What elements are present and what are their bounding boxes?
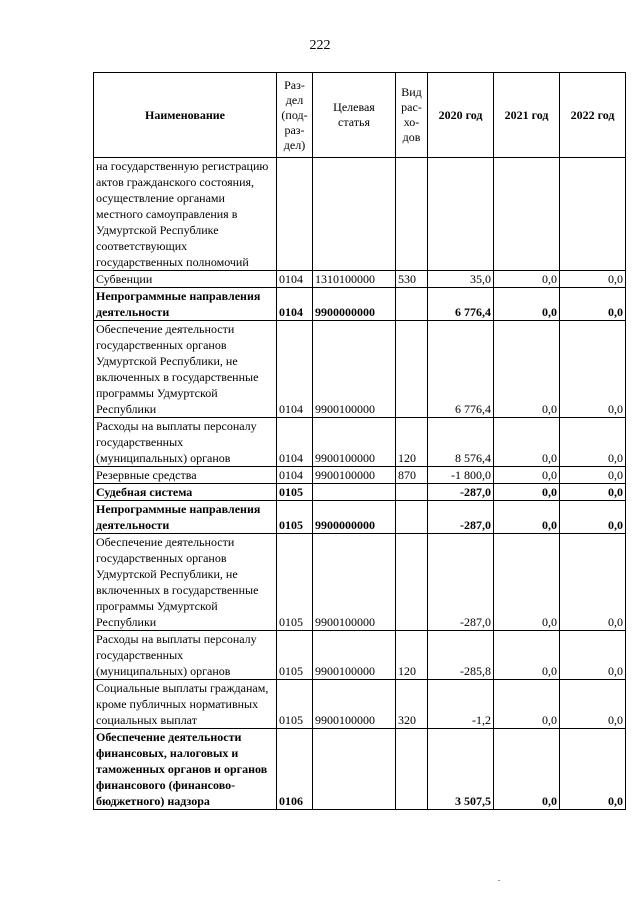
row-2021-cell (494, 158, 560, 271)
row-2020-cell: -1,2 (428, 680, 494, 729)
row-2020-cell: -285,8 (428, 631, 494, 680)
row-vid-cell (396, 484, 428, 501)
row-vid-cell: 120 (396, 418, 428, 467)
row-name-cell: Обеспечение деятельности финансовых, налоговых и таможенных органов и органов финансового (финансово-бюджетного) надзора (94, 729, 277, 810)
table-row (94, 158, 626, 271)
row-2020-cell: 3 507,5 (428, 729, 494, 810)
row-code-cell: 0104 (277, 271, 313, 288)
row-name-cell: Расходы на выплаты персоналу государственных (муниципальных) органов (94, 631, 277, 680)
table-row (94, 418, 626, 467)
row-vid-cell: 120 (396, 631, 428, 680)
row-code-cell: 0104 (277, 321, 313, 418)
header-2022: 2022 год (560, 73, 626, 158)
row-2022-cell (560, 158, 626, 271)
row-vid-cell: 870 (396, 467, 428, 484)
row-name-cell: Расходы на выплаты персоналу государственных (муниципальных) органов (94, 418, 277, 467)
row-2021-cell: 0,0 (494, 631, 560, 680)
row-2022-cell: 0,0 (560, 501, 626, 534)
row-code-cell: 0104 (277, 288, 313, 321)
row-2022-cell: 0,0 (560, 418, 626, 467)
row-2020-cell: 6 776,4 (428, 288, 494, 321)
table-row (94, 534, 626, 631)
row-vid-cell: 530 (396, 271, 428, 288)
row-2020-cell: -287,0 (428, 534, 494, 631)
row-2020-cell: -287,0 (428, 501, 494, 534)
row-code-cell (277, 158, 313, 271)
row-2022-cell: 0,0 (560, 534, 626, 631)
table-row (94, 484, 626, 501)
row-vid-cell (396, 158, 428, 271)
header-target: Целевая статья (313, 73, 396, 158)
row-2020-cell: 6 776,4 (428, 321, 494, 418)
table-row (94, 321, 626, 418)
table-row (94, 271, 626, 288)
row-code-cell: 0104 (277, 467, 313, 484)
row-target-cell: 9900100000 (313, 534, 396, 631)
row-code-cell: 0105 (277, 501, 313, 534)
row-name-cell: Обеспечение деятельности государственных органов Удмуртской Республики, не включенных в государственные программы Удмуртской Республики (94, 321, 277, 418)
table-header-row (94, 73, 626, 158)
row-2020-cell: -287,0 (428, 484, 494, 501)
row-2022-cell: 0,0 (560, 680, 626, 729)
row-code-cell: 0105 (277, 484, 313, 501)
table-row (94, 467, 626, 484)
row-2021-cell: 0,0 (494, 271, 560, 288)
row-target-cell: 9900100000 (313, 321, 396, 418)
row-target-cell: 9900100000 (313, 418, 396, 467)
row-2022-cell: 0,0 (560, 729, 626, 810)
table-row (94, 729, 626, 810)
row-2022-cell: 0,0 (560, 631, 626, 680)
row-2022-cell: 0,0 (560, 484, 626, 501)
page-number: 222 (309, 38, 331, 53)
row-code-cell: 0104 (277, 418, 313, 467)
table-row (94, 631, 626, 680)
row-2021-cell: 0,0 (494, 418, 560, 467)
row-name-cell: Субвенции (94, 271, 277, 288)
row-vid-cell (396, 501, 428, 534)
header-2020: 2020 год (428, 73, 494, 158)
row-2021-cell: 0,0 (494, 288, 560, 321)
table-row (94, 501, 626, 534)
row-2020-cell: -1 800,0 (428, 467, 494, 484)
row-name-cell: на государственную регистрацию актов гражданского состояния, осуществление органами местного самоуправления в Удмуртской Республике соответствующих государственных полномочий (94, 158, 277, 271)
row-code-cell: 0105 (277, 680, 313, 729)
row-name-cell: Непрограммные направления деятельности (94, 501, 277, 534)
row-2022-cell: 0,0 (560, 321, 626, 418)
table-body (94, 158, 626, 810)
row-target-cell (313, 729, 396, 810)
header-razdel: Раз- дел (под- раз- дел) (277, 73, 313, 158)
header-vid: Вид рас- хо- дов (396, 73, 428, 158)
row-target-cell: 9900100000 (313, 467, 396, 484)
row-vid-cell (396, 729, 428, 810)
row-2022-cell: 0,0 (560, 271, 626, 288)
row-vid-cell (396, 321, 428, 418)
row-2021-cell: 0,0 (494, 534, 560, 631)
row-name-cell: Судебная система (94, 484, 277, 501)
row-name-cell: Резервные средства (94, 467, 277, 484)
row-2022-cell: 0,0 (560, 288, 626, 321)
row-2020-cell (428, 158, 494, 271)
row-code-cell: 0105 (277, 534, 313, 631)
row-target-cell: 9900000000 (313, 501, 396, 534)
row-target-cell (313, 484, 396, 501)
row-target-cell: 9900100000 (313, 631, 396, 680)
row-2022-cell: 0,0 (560, 467, 626, 484)
row-name-cell: Непрограммные направления деятельности (94, 288, 277, 321)
row-name-cell: Социальные выплаты гражданам, кроме публичных нормативных социальных выплат (94, 680, 277, 729)
row-target-cell: 9900100000 (313, 680, 396, 729)
row-2021-cell: 0,0 (494, 321, 560, 418)
table-row (94, 680, 626, 729)
row-target-cell (313, 158, 396, 271)
row-vid-cell (396, 288, 428, 321)
header-name: Наименование (94, 73, 277, 158)
row-target-cell: 1310100000 (313, 271, 396, 288)
row-2021-cell: 0,0 (494, 484, 560, 501)
row-2020-cell: 35,0 (428, 271, 494, 288)
scan-mark (498, 880, 500, 881)
row-2021-cell: 0,0 (494, 467, 560, 484)
header-2021: 2021 год (494, 73, 560, 158)
table-row (94, 288, 626, 321)
row-vid-cell: 320 (396, 680, 428, 729)
row-code-cell: 0105 (277, 631, 313, 680)
row-vid-cell (396, 534, 428, 631)
row-2020-cell: 8 576,4 (428, 418, 494, 467)
row-2021-cell: 0,0 (494, 501, 560, 534)
row-2021-cell: 0,0 (494, 729, 560, 810)
row-target-cell: 9900000000 (313, 288, 396, 321)
row-name-cell: Обеспечение деятельности государственных органов Удмуртской Республики, не включенных в государственные программы Удмуртской Республики (94, 534, 277, 631)
row-code-cell: 0106 (277, 729, 313, 810)
row-2021-cell: 0,0 (494, 680, 560, 729)
budget-table (93, 72, 626, 810)
